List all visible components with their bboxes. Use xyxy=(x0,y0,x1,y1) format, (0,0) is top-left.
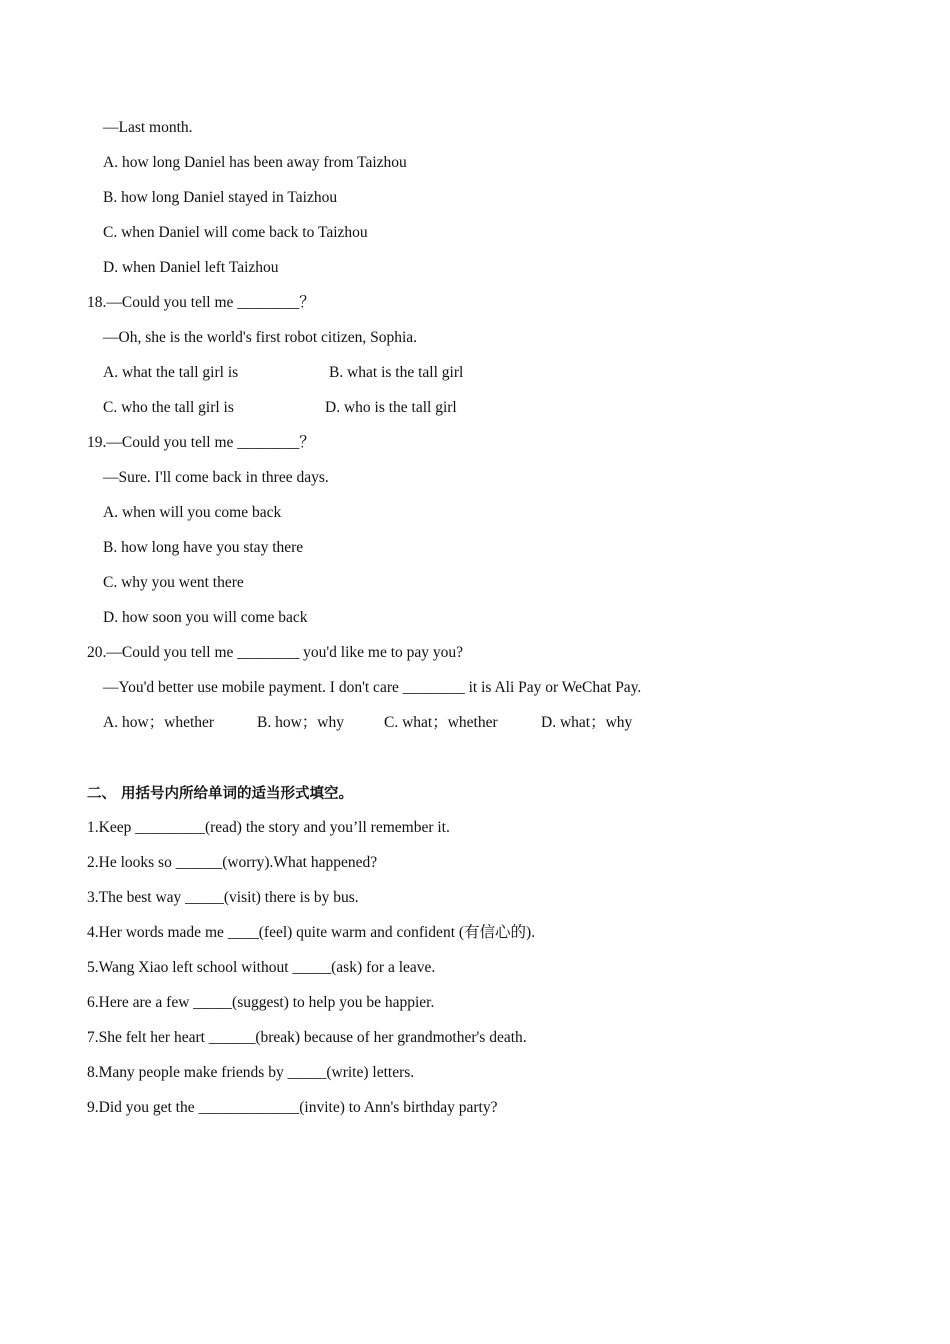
q18-stem: 18.—Could you tell me ________？ xyxy=(87,294,315,311)
q20-option-c: C. what；whether xyxy=(384,714,498,731)
q20-stem: 20.—Could you tell me ________ you'd like me to pay you? xyxy=(87,644,464,661)
fill-item-3-blank: _____ xyxy=(185,889,224,906)
fill-item-1-prefix: 1.Keep xyxy=(87,819,136,836)
q17-option-b: B. how long Daniel stayed in Taizhou xyxy=(103,189,338,206)
q20-option-a: A. how；whether xyxy=(103,714,215,731)
q17-option-a: A. how long Daniel has been away from Taizhou xyxy=(103,154,407,171)
q18-option-a: A. what the tall girl is xyxy=(103,364,239,381)
q19-option-d: D. how soon you will come back xyxy=(103,609,308,626)
fill-item-9 xyxy=(87,1098,497,1118)
q17-option-c: C. when Daniel will come back to Taizhou xyxy=(103,224,368,241)
q18-option-c: C. who the tall girl is xyxy=(103,399,234,416)
fill-item-3-suffix: (visit) there is by bus. xyxy=(223,889,359,906)
fill-item-7-prefix: 7.She felt her heart xyxy=(87,1029,209,1046)
fill-item-6-suffix: (suggest) to help you be happier. xyxy=(232,994,435,1011)
fill-item-2-suffix: (worry).What happened? xyxy=(222,854,378,871)
fill-item-3-prefix: 3.The best way xyxy=(87,889,186,906)
q19-reply: —Sure. I'll come back in three days. xyxy=(103,469,329,486)
fill-item-1 xyxy=(87,818,450,838)
q19-option-a: A. when will you come back xyxy=(103,504,282,521)
q17-answer: —Last month. xyxy=(103,119,193,136)
fill-item-5-prefix: 5.Wang Xiao left school without xyxy=(87,959,293,976)
fill-item-4-suffix: (feel) quite warm and confident (有信心的). xyxy=(258,924,536,941)
q20-reply: —You'd better use mobile payment. I don't care ________ it is Ali Pay or WeChat Pay. xyxy=(103,679,642,696)
fill-item-7-blank: ______ xyxy=(208,1029,256,1046)
fill-item-6-blank: _____ xyxy=(193,994,233,1011)
q20-option-b: B. how；why xyxy=(257,714,344,731)
fill-item-2-blank: ______ xyxy=(175,854,223,871)
q18-reply: —Oh, she is the world's first robot citizen, Sophia. xyxy=(103,329,418,346)
fill-item-4-blank: ____ xyxy=(227,924,259,941)
section-2-heading: 二、 用括号内所给单词的适当形式填空。 xyxy=(87,786,354,802)
q19-stem: 19.—Could you tell me ________？ xyxy=(87,434,315,451)
fill-item-9-blank: _____________ xyxy=(198,1099,300,1116)
fill-item-7-suffix: (break) because of her grandmother's death. xyxy=(255,1029,527,1046)
q18-option-d: D. who is the tall girl xyxy=(325,399,457,416)
fill-item-1-suffix: (read) the story and you’ll remember it. xyxy=(204,819,450,836)
fill-item-6 xyxy=(87,993,434,1013)
fill-item-3 xyxy=(87,888,359,908)
q18-option-b: B. what is the tall girl xyxy=(329,364,464,381)
q19-option-b: B. how long have you stay there xyxy=(103,539,304,556)
fill-item-4 xyxy=(87,923,535,943)
q17-option-d: D. when Daniel left Taizhou xyxy=(103,259,279,276)
fill-item-8-suffix: (write) letters. xyxy=(326,1064,415,1081)
fill-item-9-prefix: 9.Did you get the xyxy=(87,1099,199,1116)
fill-item-5-suffix: (ask) for a leave. xyxy=(331,959,436,976)
fill-item-8-blank: _____ xyxy=(287,1064,327,1081)
fill-item-5-blank: _____ xyxy=(292,959,332,976)
fill-item-7 xyxy=(87,1028,527,1048)
fill-item-8 xyxy=(87,1063,414,1083)
q20-option-d: D. what；why xyxy=(541,714,633,731)
fill-item-2 xyxy=(87,853,377,873)
fill-item-6-prefix: 6.Here are a few xyxy=(87,994,194,1011)
fill-item-1-blank: _________ xyxy=(135,819,205,836)
fill-item-5 xyxy=(87,958,435,978)
fill-item-2-prefix: 2.He looks so xyxy=(87,854,176,871)
fill-item-9-suffix: (invite) to Ann's birthday party? xyxy=(299,1099,498,1116)
q19-option-c: C. why you went there xyxy=(103,574,244,591)
fill-item-4-prefix: 4.Her words made me xyxy=(87,924,228,941)
fill-item-8-prefix: 8.Many people make friends by xyxy=(87,1064,288,1081)
